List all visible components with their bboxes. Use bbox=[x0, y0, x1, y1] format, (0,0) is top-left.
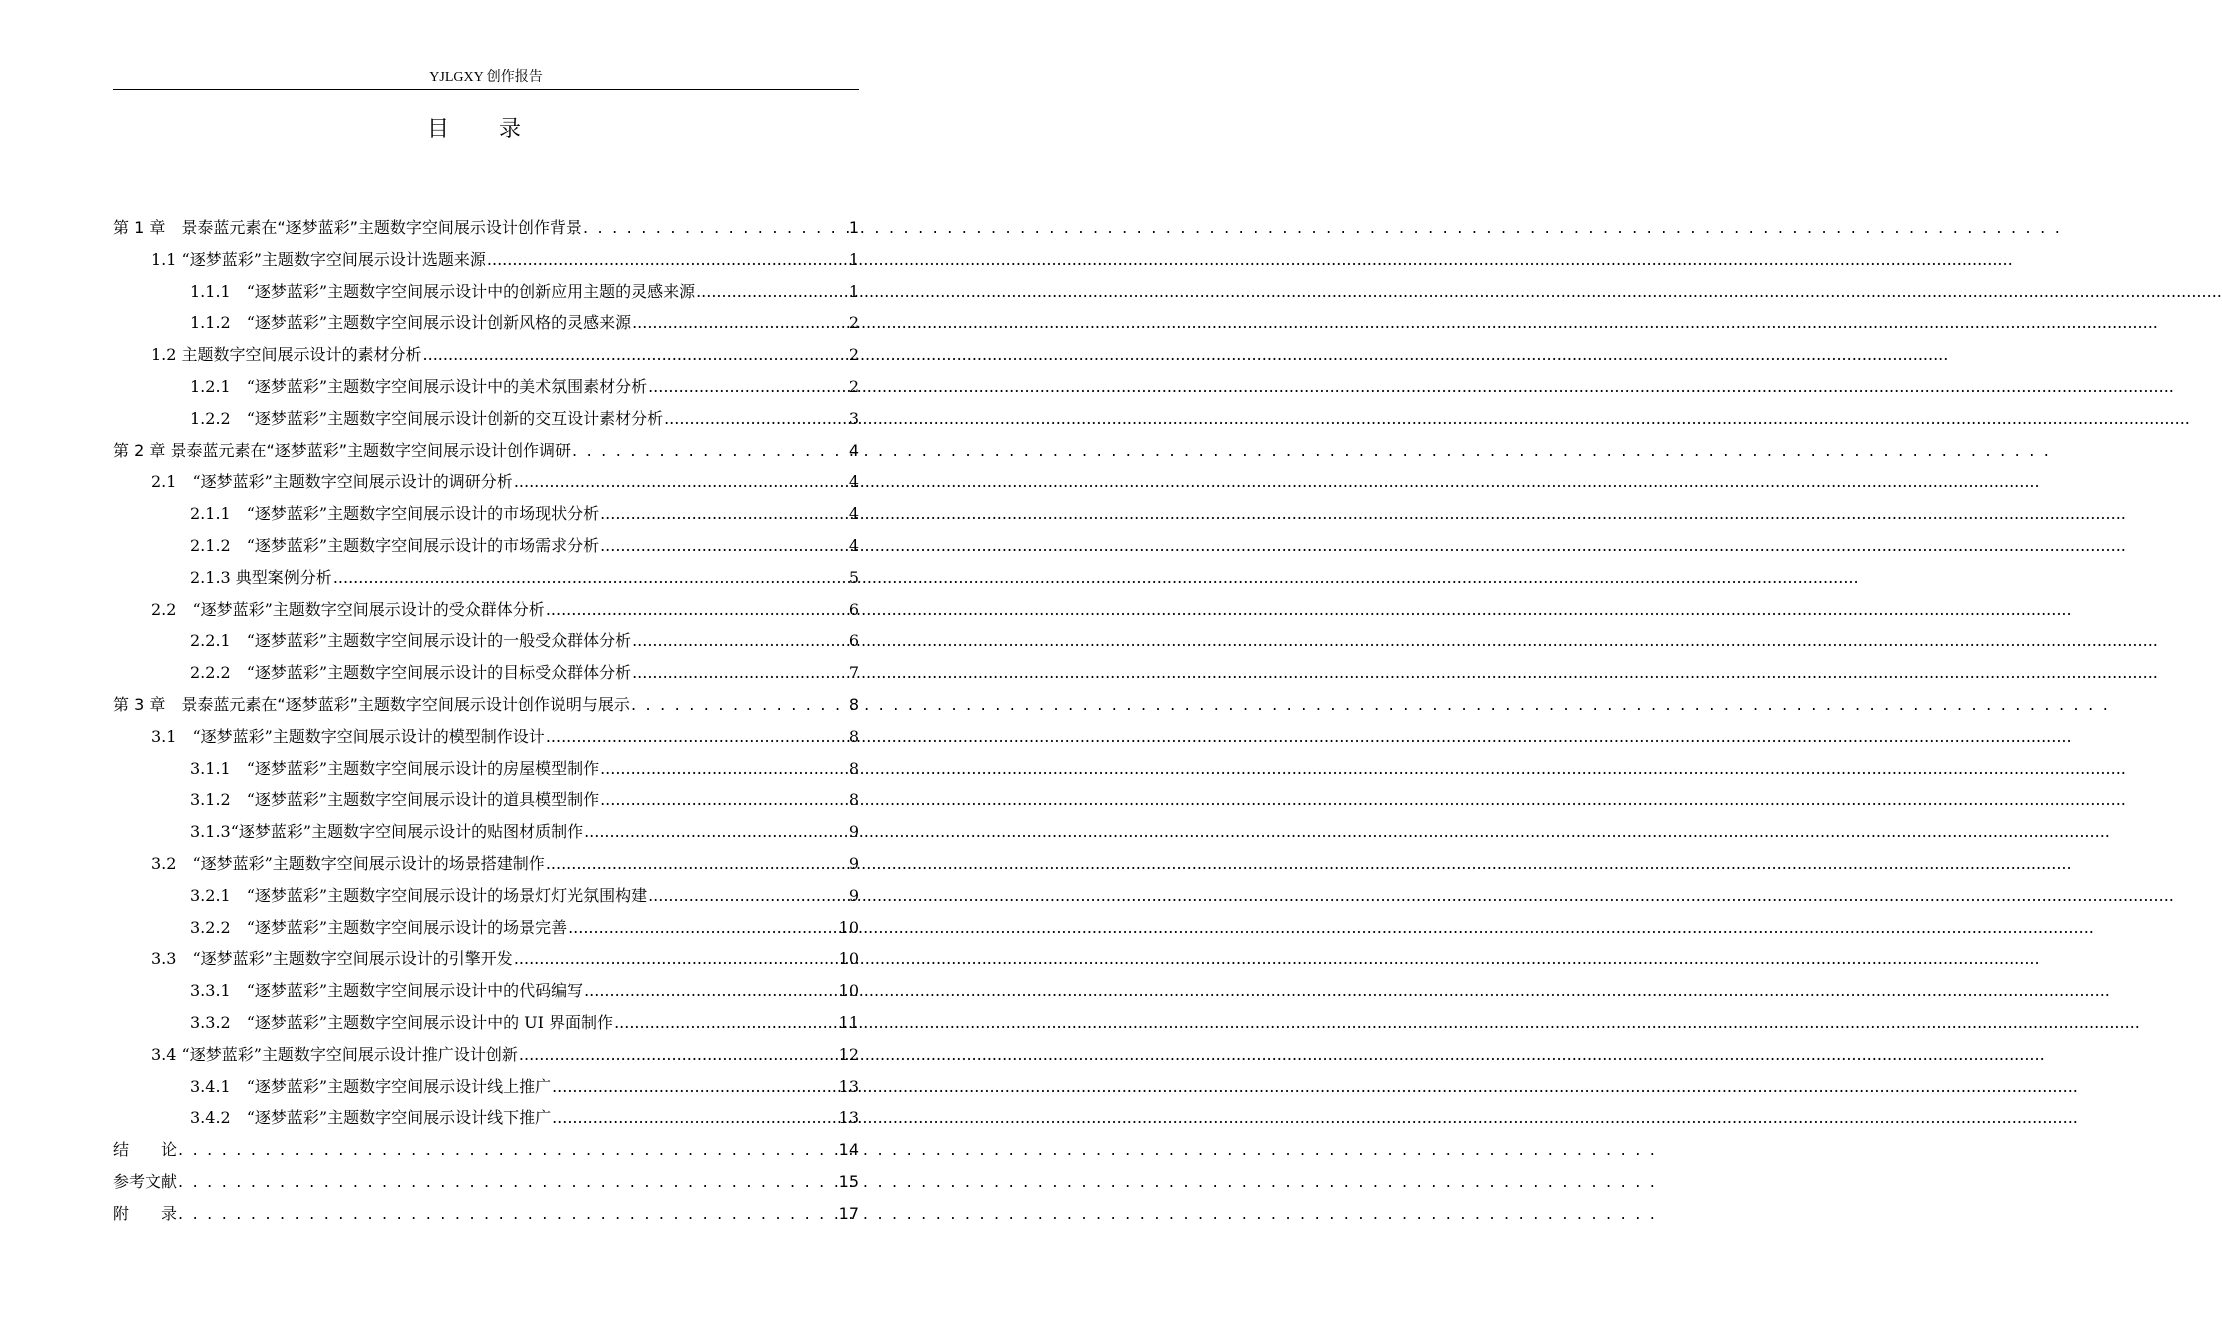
toc-page-number: 4 bbox=[848, 472, 859, 492]
toc-entry-title: 2.2 “逐梦蓝彩”主题数字空间展示设计的受众群体分析 bbox=[151, 599, 545, 619]
toc-entry[interactable] bbox=[113, 498, 859, 530]
toc-entry-title: 2.2.1 “逐梦蓝彩”主题数字空间展示设计的一般受众群体分析 bbox=[190, 631, 632, 651]
toc-entry-title: 3.2.1 “逐梦蓝彩”主题数字空间展示设计的场景灯灯光氛围构建 bbox=[190, 885, 648, 905]
toc-entry[interactable] bbox=[113, 975, 859, 1007]
dot-leader bbox=[631, 689, 848, 721]
toc-entry-title: 2.1.2 “逐梦蓝彩”主题数字空间展示设计的市场需求分析 bbox=[190, 535, 600, 555]
toc-page-number: 10 bbox=[838, 981, 859, 1001]
toc-entry[interactable] bbox=[113, 371, 859, 403]
toc-entry[interactable] bbox=[113, 753, 859, 785]
toc-entry-title: 1.2.1 “逐梦蓝彩”主题数字空间展示设计中的美术氛围素材分析 bbox=[190, 376, 648, 396]
toc-entry-title: 3.2 “逐梦蓝彩”主题数字空间展示设计的场景搭建制作 bbox=[151, 853, 545, 873]
toc-entry-title: 2.1 “逐梦蓝彩”主题数字空间展示设计的调研分析 bbox=[151, 472, 513, 492]
toc-page-number: 17 bbox=[838, 1203, 859, 1223]
toc-entry-title: 2.1.1 “逐梦蓝彩”主题数字空间展示设计的市场现状分析 bbox=[190, 504, 600, 524]
toc-entry[interactable] bbox=[113, 848, 859, 880]
toc-page-number: 9 bbox=[848, 853, 859, 873]
dot-leader bbox=[552, 1102, 838, 1134]
toc-entry-title: 3.4 “逐梦蓝彩”主题数字空间展示设计推广设计创新 bbox=[151, 1044, 518, 1064]
dot-leader bbox=[546, 594, 848, 626]
toc-page-number: 11 bbox=[838, 1012, 859, 1032]
dot-leader bbox=[333, 562, 848, 594]
dot-leader bbox=[632, 657, 848, 689]
toc-entry[interactable] bbox=[113, 880, 859, 912]
toc-entry[interactable] bbox=[113, 689, 859, 721]
toc-page-number: 8 bbox=[848, 790, 859, 810]
dot-leader bbox=[568, 912, 838, 944]
toc-entry[interactable] bbox=[113, 244, 859, 276]
toc-page-number: 2 bbox=[848, 313, 859, 333]
dot-leader bbox=[423, 339, 848, 371]
dot-leader bbox=[600, 530, 848, 562]
toc-page-number: 8 bbox=[848, 726, 859, 746]
toc-entry[interactable] bbox=[113, 657, 859, 689]
toc-page-number: 12 bbox=[838, 1044, 859, 1064]
toc-entry-title: 1.2.2 “逐梦蓝彩”主题数字空间展示设计创新的交互设计素材分析 bbox=[190, 408, 664, 428]
dot-leader bbox=[632, 625, 848, 657]
toc-entry-title: 3.2.2 “逐梦蓝彩”主题数字空间展示设计的场景完善 bbox=[190, 917, 568, 937]
toc-entry[interactable] bbox=[113, 435, 859, 467]
toc-entry-title: 1.1.2 “逐梦蓝彩”主题数字空间展示设计创新风格的灵感来源 bbox=[190, 313, 632, 333]
table-of-contents bbox=[113, 212, 859, 1230]
toc-entry-title: 3.1.3“逐梦蓝彩”主题数字空间展示设计的贴图材质制作 bbox=[190, 822, 584, 842]
toc-page-number: 1 bbox=[848, 218, 859, 237]
toc-entry-title: 2.1.3 典型案例分析 bbox=[190, 567, 332, 587]
toc-entry-title: 3.1.1 “逐梦蓝彩”主题数字空间展示设计的房屋模型制作 bbox=[190, 758, 600, 778]
toc-entry[interactable] bbox=[113, 403, 859, 435]
dot-leader bbox=[632, 307, 848, 339]
toc-page-number: 10 bbox=[838, 917, 859, 937]
dot-leader bbox=[178, 1166, 838, 1198]
toc-entry-title: 3.4.1 “逐梦蓝彩”主题数字空间展示设计线上推广 bbox=[190, 1076, 552, 1096]
toc-entry[interactable] bbox=[113, 307, 859, 339]
dot-leader bbox=[696, 276, 848, 308]
toc-entry-title: 3.3.1 “逐梦蓝彩”主题数字空间展示设计中的代码编写 bbox=[190, 981, 584, 1001]
toc-title: 目 录 bbox=[426, 117, 523, 142]
toc-entry[interactable] bbox=[113, 562, 859, 594]
dot-leader bbox=[648, 880, 848, 912]
toc-page-number: 6 bbox=[848, 599, 859, 619]
toc-page-number: 14 bbox=[838, 1140, 859, 1160]
toc-entry-title: 结 论 bbox=[113, 1140, 178, 1160]
toc-page-number: 13 bbox=[838, 1108, 859, 1128]
dot-leader bbox=[583, 212, 848, 244]
toc-entry[interactable] bbox=[113, 530, 859, 562]
toc-entry[interactable] bbox=[113, 276, 859, 308]
toc-entry[interactable] bbox=[113, 816, 859, 848]
dot-leader bbox=[546, 848, 848, 880]
toc-entry[interactable] bbox=[113, 784, 859, 816]
toc-entry[interactable] bbox=[113, 339, 859, 371]
toc-entry-title: 1.1.1 “逐梦蓝彩”主题数字空间展示设计中的创新应用主题的灵感来源 bbox=[190, 281, 696, 301]
toc-entry[interactable] bbox=[113, 212, 859, 244]
dot-leader bbox=[178, 1134, 838, 1166]
toc-page-number: 1 bbox=[848, 281, 859, 301]
toc-page-number: 8 bbox=[848, 758, 859, 778]
toc-page-number: 9 bbox=[848, 822, 859, 842]
toc-page-number: 15 bbox=[838, 1171, 859, 1191]
dot-leader bbox=[614, 1007, 838, 1039]
toc-page-number: 7 bbox=[848, 663, 859, 683]
toc-entry[interactable] bbox=[113, 1134, 859, 1166]
toc-entry-title: 附 录 bbox=[113, 1203, 178, 1223]
dot-leader bbox=[546, 721, 848, 753]
toc-page-number: 4 bbox=[848, 504, 859, 524]
dot-leader bbox=[584, 816, 848, 848]
toc-entry-title: 1.2 主题数字空间展示设计的素材分析 bbox=[151, 345, 422, 365]
toc-page-number: 8 bbox=[848, 694, 859, 714]
dot-leader bbox=[664, 403, 848, 435]
toc-entry[interactable] bbox=[113, 1007, 859, 1039]
toc-entry-title: 第 3 章 景泰蓝元素在“逐梦蓝彩”主题数字空间展示设计创作说明与展示 bbox=[113, 694, 630, 714]
toc-page-number: 4 bbox=[848, 440, 859, 460]
dot-leader bbox=[600, 753, 848, 785]
toc-entry[interactable] bbox=[113, 1071, 859, 1103]
toc-page-number: 4 bbox=[848, 535, 859, 555]
toc-page-number: 3 bbox=[848, 408, 859, 428]
toc-entry-title: 3.1 “逐梦蓝彩”主题数字空间展示设计的模型制作设计 bbox=[151, 726, 545, 746]
toc-page-number: 1 bbox=[848, 249, 859, 269]
dot-leader bbox=[600, 784, 848, 816]
dot-leader bbox=[584, 975, 838, 1007]
toc-entry[interactable] bbox=[113, 466, 859, 498]
toc-entry-title: 3.4.2 “逐梦蓝彩”主题数字空间展示设计线下推广 bbox=[190, 1108, 552, 1128]
toc-entry-title: 3.3.2 “逐梦蓝彩”主题数字空间展示设计中的 UI 界面制作 bbox=[190, 1012, 614, 1032]
toc-entry[interactable] bbox=[113, 1166, 859, 1198]
toc-entry-title: 第 2 章 景泰蓝元素在“逐梦蓝彩”主题数字空间展示设计创作调研 bbox=[113, 440, 572, 460]
dot-leader bbox=[514, 466, 848, 498]
toc-entry-title: 2.2.2 “逐梦蓝彩”主题数字空间展示设计的目标受众群体分析 bbox=[190, 663, 632, 683]
toc-entry[interactable] bbox=[113, 1198, 859, 1230]
toc-entry[interactable] bbox=[113, 912, 859, 944]
dot-leader bbox=[178, 1198, 838, 1230]
toc-entry[interactable] bbox=[113, 1039, 859, 1071]
toc-entry[interactable] bbox=[113, 943, 859, 975]
toc-entry[interactable] bbox=[113, 625, 859, 657]
toc-entry[interactable] bbox=[113, 721, 859, 753]
dot-leader bbox=[552, 1071, 838, 1103]
toc-page-number: 9 bbox=[848, 885, 859, 905]
toc-entry-title: 3.1.2 “逐梦蓝彩”主题数字空间展示设计的道具模型制作 bbox=[190, 790, 600, 810]
dot-leader bbox=[600, 498, 848, 530]
toc-entry[interactable] bbox=[113, 594, 859, 626]
dot-leader bbox=[572, 435, 848, 467]
dot-leader bbox=[648, 371, 848, 403]
toc-entry-title: 第 1 章 景泰蓝元素在“逐梦蓝彩”主题数字空间展示设计创作背景 bbox=[113, 218, 582, 237]
toc-page-number: 10 bbox=[838, 949, 859, 969]
page-header: YJLGXY 创作报告 bbox=[429, 70, 543, 85]
header-rule bbox=[113, 89, 859, 90]
toc-page-number: 13 bbox=[838, 1076, 859, 1096]
dot-leader bbox=[514, 943, 838, 975]
dot-leader bbox=[519, 1039, 838, 1071]
toc-page-number: 2 bbox=[848, 376, 859, 396]
dot-leader bbox=[487, 244, 848, 276]
toc-entry-title: 参考文献 bbox=[113, 1171, 178, 1191]
toc-entry-title: 3.3 “逐梦蓝彩”主题数字空间展示设计的引擎开发 bbox=[151, 949, 513, 969]
toc-entry[interactable] bbox=[113, 1102, 859, 1134]
toc-page-number: 2 bbox=[848, 345, 859, 365]
toc-page-number: 6 bbox=[848, 631, 859, 651]
toc-entry-title: 1.1 “逐梦蓝彩”主题数字空间展示设计选题来源 bbox=[151, 249, 486, 269]
toc-page-number: 5 bbox=[848, 567, 859, 587]
